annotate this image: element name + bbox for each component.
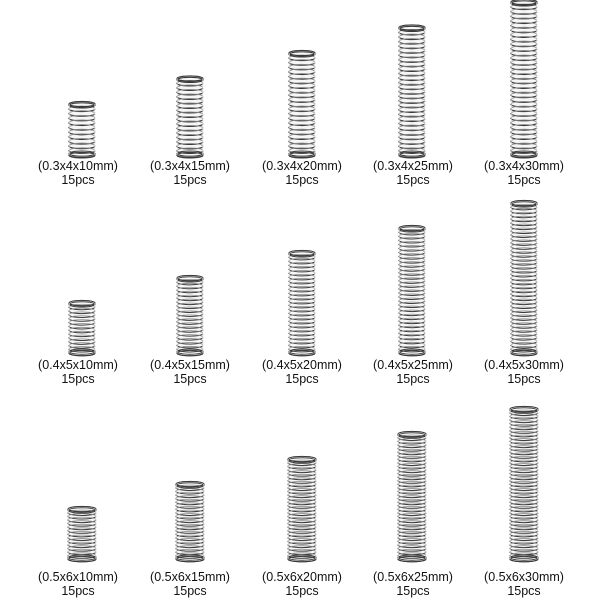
spring-size-label: (0.5x6x30mm)	[484, 570, 564, 584]
spring-qty-label: 15pcs	[285, 173, 319, 187]
label-r1-c3	[242, 159, 362, 187]
spring-qty-label: 15pcs	[396, 173, 430, 187]
spring-3-4	[398, 431, 426, 561]
spring-qty-label: 15pcs	[173, 372, 207, 386]
spring-2-4	[399, 225, 425, 356]
label-r3-c1	[18, 570, 138, 598]
spring-size-label: (0.5x6x25mm)	[373, 570, 453, 584]
spring-size-label: (0.4x5x20mm)	[262, 358, 342, 372]
spring-qty-label: 15pcs	[507, 173, 541, 187]
spring-size-label: (0.5x6x15mm)	[150, 570, 230, 584]
label-r2-c5	[464, 358, 584, 386]
spring-1-3	[289, 50, 315, 158]
spring-size-label: (0.5x6x10mm)	[38, 570, 118, 584]
label-r3-c2	[130, 570, 250, 598]
spring-1-4	[399, 25, 425, 158]
spring-2-5	[511, 200, 537, 356]
label-r2-c4	[353, 358, 473, 386]
spring-3-2	[176, 481, 204, 561]
spring-1-2	[177, 76, 203, 158]
spring-qty-label: 15pcs	[173, 173, 207, 187]
spring-2-2	[177, 275, 203, 356]
label-r1-c4	[353, 159, 473, 187]
spring-qty-label: 15pcs	[507, 372, 541, 386]
spring-qty-label: 15pcs	[61, 173, 95, 187]
spring-1-5	[511, 0, 537, 158]
label-r1-c2	[130, 159, 250, 187]
spring-size-label: (0.4x5x30mm)	[484, 358, 564, 372]
spring-size-label: (0.3x4x10mm)	[38, 159, 118, 173]
label-r2-c3	[242, 358, 362, 386]
spring-size-label: (0.3x4x25mm)	[373, 159, 453, 173]
spring-size-label: (0.5x6x20mm)	[262, 570, 342, 584]
spring-3-3	[288, 456, 316, 561]
label-r3-c4	[353, 570, 473, 598]
spring-qty-label: 15pcs	[507, 584, 541, 598]
spring-2-3	[289, 250, 315, 356]
spring-size-label: (0.4x5x10mm)	[38, 358, 118, 372]
label-r2-c1	[18, 358, 138, 386]
spring-qty-label: 15pcs	[396, 584, 430, 598]
spring-qty-label: 15pcs	[61, 372, 95, 386]
spring-body	[399, 28, 425, 156]
spring-3-1	[68, 506, 96, 561]
spring-3-5	[510, 406, 538, 561]
label-r1-c1	[18, 159, 138, 187]
spring-qty-label: 15pcs	[61, 584, 95, 598]
label-r3-c5	[464, 570, 584, 598]
spring-qty-label: 15pcs	[285, 584, 319, 598]
label-r3-c3	[242, 570, 362, 598]
spring-size-label: (0.4x5x25mm)	[373, 358, 453, 372]
spring-size-label: (0.3x4x20mm)	[262, 159, 342, 173]
label-r2-c2	[130, 358, 250, 386]
spring-size-label: (0.4x5x15mm)	[150, 358, 230, 372]
label-r1-c5	[464, 159, 584, 187]
spring-qty-label: 15pcs	[173, 584, 207, 598]
spring-size-label: (0.3x4x30mm)	[484, 159, 564, 173]
spring-1-1	[69, 101, 95, 158]
spring-qty-label: 15pcs	[396, 372, 430, 386]
spring-qty-label: 15pcs	[285, 372, 319, 386]
spring-size-label: (0.3x4x15mm)	[150, 159, 230, 173]
spring-2-1	[69, 300, 95, 356]
